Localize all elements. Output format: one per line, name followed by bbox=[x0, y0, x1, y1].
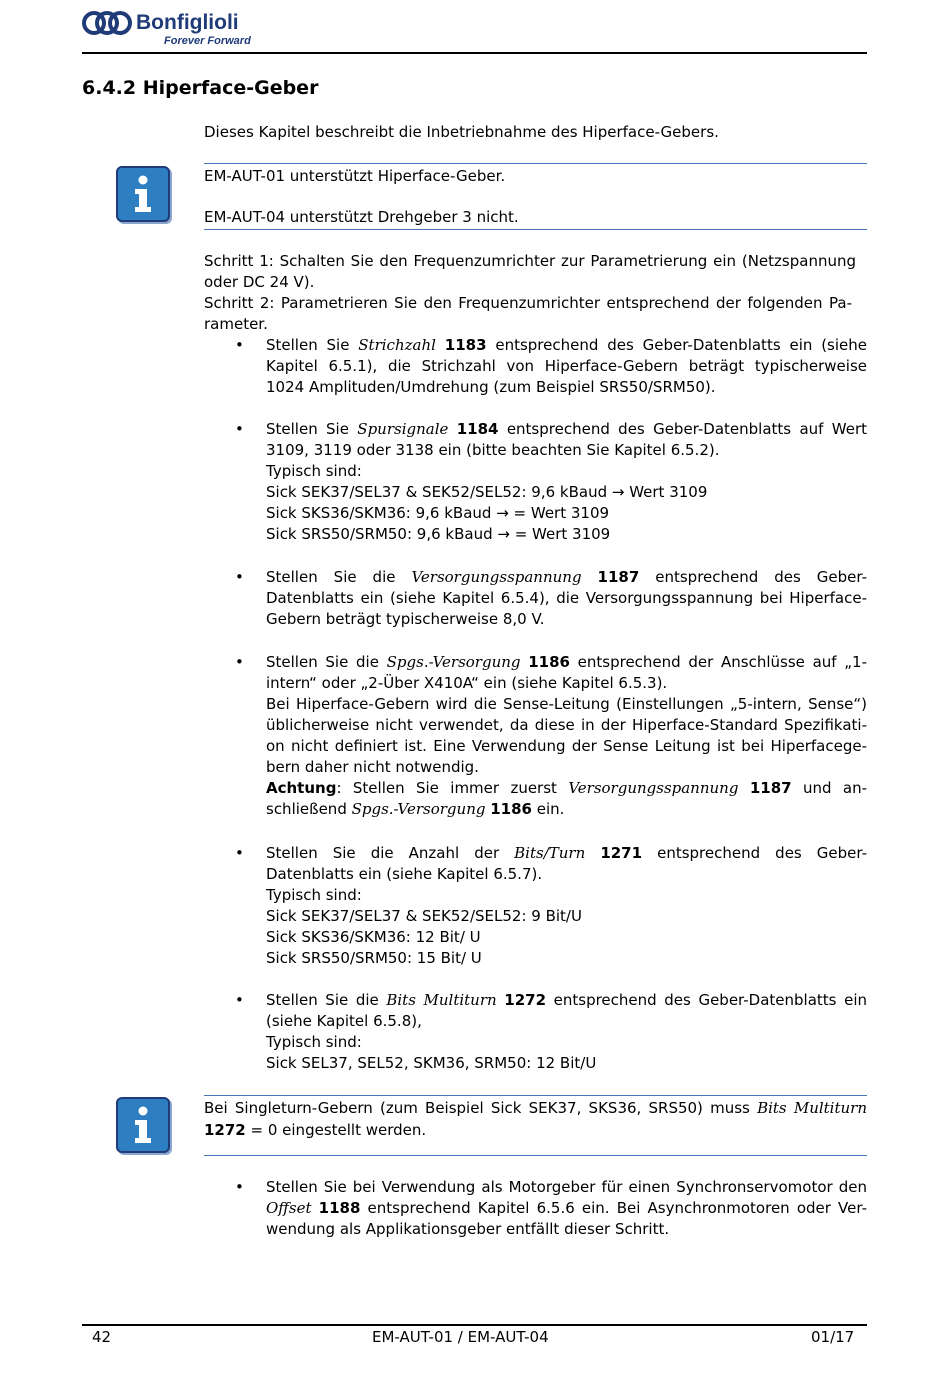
bullet-5-line2: Datenblatts ein (siehe Kapitel 6.5.7). bbox=[266, 865, 543, 883]
bullet-4-line6: bern daher nicht notwendig. bbox=[266, 758, 479, 776]
note1-top-rule bbox=[204, 163, 867, 164]
step2-line1: Schritt 2: Parametrieren Sie den Frequenzumrichter entsprechend der folgenden Pa- bbox=[204, 294, 852, 312]
bullet-4-marker: • bbox=[235, 653, 244, 671]
bullet-3-line1: Stellen Sie die Versorgungsspannung 1187 entsprechend des Geber- bbox=[266, 568, 867, 586]
step1-line2: oder DC 24 V). bbox=[204, 273, 315, 291]
note1-line2: EM-AUT-04 unterstützt Drehgeber 3 nicht. bbox=[204, 208, 519, 226]
info-icon bbox=[132, 1106, 154, 1144]
logo-mark-icon bbox=[82, 10, 132, 36]
bullet-2-line6: Sick SRS50/SRM50: 9,6 kBaud → = Wert 3109 bbox=[266, 525, 611, 543]
bullet-5-line1: Stellen Sie die Anzahl der Bits/Turn 1271 entsprechend des Geber- bbox=[266, 844, 867, 862]
bullet-5-line5: Sick SKS36/SKM36: 12 Bit/ U bbox=[266, 928, 481, 946]
bullet-2-line3: Typisch sind: bbox=[266, 462, 362, 480]
bullet-2-line5: Sick SKS36/SKM36: 9,6 kBaud → = Wert 3109 bbox=[266, 504, 610, 522]
info-icon bbox=[132, 175, 154, 213]
brand-name: Bonfiglioli bbox=[136, 11, 239, 34]
bullet-4-line8: schließend Spgs.-Versorgung 1186 ein. bbox=[266, 800, 565, 818]
bullet-2-marker: • bbox=[235, 420, 244, 438]
bullet-1-line2: Kapitel 6.5.1), die Strichzahl von Hiperface-Gebern beträgt typischerweise bbox=[266, 357, 867, 375]
step2-line2: rameter. bbox=[204, 315, 268, 333]
brand-tagline: Forever Forward bbox=[164, 35, 251, 47]
bullet-7-marker: • bbox=[235, 1178, 244, 1196]
section-heading: 6.4.2 Hiperface-Geber bbox=[82, 77, 319, 99]
note1-line1: EM-AUT-01 unterstützt Hiperface-Geber. bbox=[204, 167, 506, 185]
bullet-5-line3: Typisch sind: bbox=[266, 886, 362, 904]
bullet-6-line1: Stellen Sie die Bits Multiturn 1272 entsprechend des Geber-Datenblatts ein bbox=[266, 991, 867, 1009]
intro-text: Dieses Kapitel beschreibt die Inbetriebnahme des Hiperface-Gebers. bbox=[204, 123, 719, 141]
bullet-4-line2: intern“ oder „2-Über X410A“ ein (siehe Kapitel 6.5.3). bbox=[266, 674, 668, 692]
note2-line1: Bei Singleturn-Gebern (zum Beispiel Sick SEK37, SKS36, SRS50) muss Bits Multiturn bbox=[204, 1099, 867, 1117]
bullet-4-line1: Stellen Sie die Spgs.-Versorgung 1186 entsprechend der Anschlüsse auf „1- bbox=[266, 653, 867, 671]
bullet-4-line7: Achtung: Stellen Sie immer zuerst Versorgungsspannung 1187 und an- bbox=[266, 779, 867, 797]
bullet-2-line4: Sick SEK37/SEL37 & SEK52/SEL52: 9,6 kBaud → Wert 3109 bbox=[266, 483, 708, 501]
note1-bottom-rule bbox=[204, 229, 867, 230]
bullet-6-line2: (siehe Kapitel 6.5.8), bbox=[266, 1012, 422, 1030]
bullet-4-line4: üblicherweise nicht verwendet, da diese in der Hiperface-Standard Spezifikati- bbox=[266, 716, 867, 734]
note1-info-box bbox=[116, 166, 170, 222]
note2-line2: 1272 = 0 eingestellt werden. bbox=[204, 1121, 427, 1139]
bullet-6-marker: • bbox=[235, 991, 244, 1009]
bullet-3-marker: • bbox=[235, 568, 244, 586]
bullet-3-line3: Gebern beträgt typischerweise 8,0 V. bbox=[266, 610, 545, 628]
footer-page-number: 42 bbox=[92, 1328, 112, 1346]
bullet-7-line3: wendung als Applikationsgeber entfällt dieser Schritt. bbox=[266, 1220, 670, 1238]
bullet-6-line3: Typisch sind: bbox=[266, 1033, 362, 1051]
bullet-6-line4: Sick SEL37, SEL52, SKM36, SRM50: 12 Bit/U bbox=[266, 1054, 597, 1072]
note2-top-rule bbox=[204, 1095, 867, 1096]
bullet-4-line5: on nicht definiert ist. Eine Verwendung der Sense Leitung ist bei Hiperfacege- bbox=[266, 737, 867, 755]
bullet-7-line1: Stellen Sie bei Verwendung als Motorgeber für einen Synchronservomotor den bbox=[266, 1178, 867, 1196]
note2-bottom-rule bbox=[204, 1155, 867, 1156]
header-rule bbox=[82, 52, 867, 54]
footer-version: 01/17 bbox=[811, 1328, 855, 1346]
note2-info-box bbox=[116, 1097, 170, 1153]
bullet-5-line4: Sick SEK37/SEL37 & SEK52/SEL52: 9 Bit/U bbox=[266, 907, 582, 925]
bullet-5-line6: Sick SRS50/SRM50: 15 Bit/ U bbox=[266, 949, 482, 967]
company-logo bbox=[82, 8, 282, 48]
footer-title: EM-AUT-01 / EM-AUT-04 bbox=[372, 1328, 549, 1346]
bullet-1-line3: 1024 Amplituden/Umdrehung (zum Beispiel SRS50/SRM50). bbox=[266, 378, 716, 396]
bullet-1-marker: • bbox=[235, 336, 244, 354]
bullet-1-line1: Stellen Sie Strichzahl 1183 entsprechend des Geber-Datenblatts ein (siehe bbox=[266, 336, 867, 354]
bullet-2-line1: Stellen Sie Spursignale 1184 entsprechend des Geber-Datenblatts auf Wert bbox=[266, 420, 867, 438]
bullet-4-line3: Bei Hiperface-Gebern wird die Sense-Leitung (Einstellungen „5-intern, Sense“) bbox=[266, 695, 867, 713]
footer-rule bbox=[82, 1324, 867, 1326]
bullet-2-line2: 3109, 3119 oder 3138 ein (bitte beachten Sie Kapitel 6.5.2). bbox=[266, 441, 720, 459]
bullet-3-line2: Datenblatts ein (siehe Kapitel 6.5.4), die Versorgungsspannung bei Hiperface- bbox=[266, 589, 867, 607]
step1-line1: Schritt 1: Schalten Sie den Frequenzumrichter zur Parametrierung ein (Netzspannung bbox=[204, 252, 856, 270]
bullet-5-marker: • bbox=[235, 844, 244, 862]
bullet-7-line2: Offset 1188 entsprechend Kapitel 6.5.6 ein. Bei Asynchronmotoren oder Ver- bbox=[266, 1199, 867, 1217]
